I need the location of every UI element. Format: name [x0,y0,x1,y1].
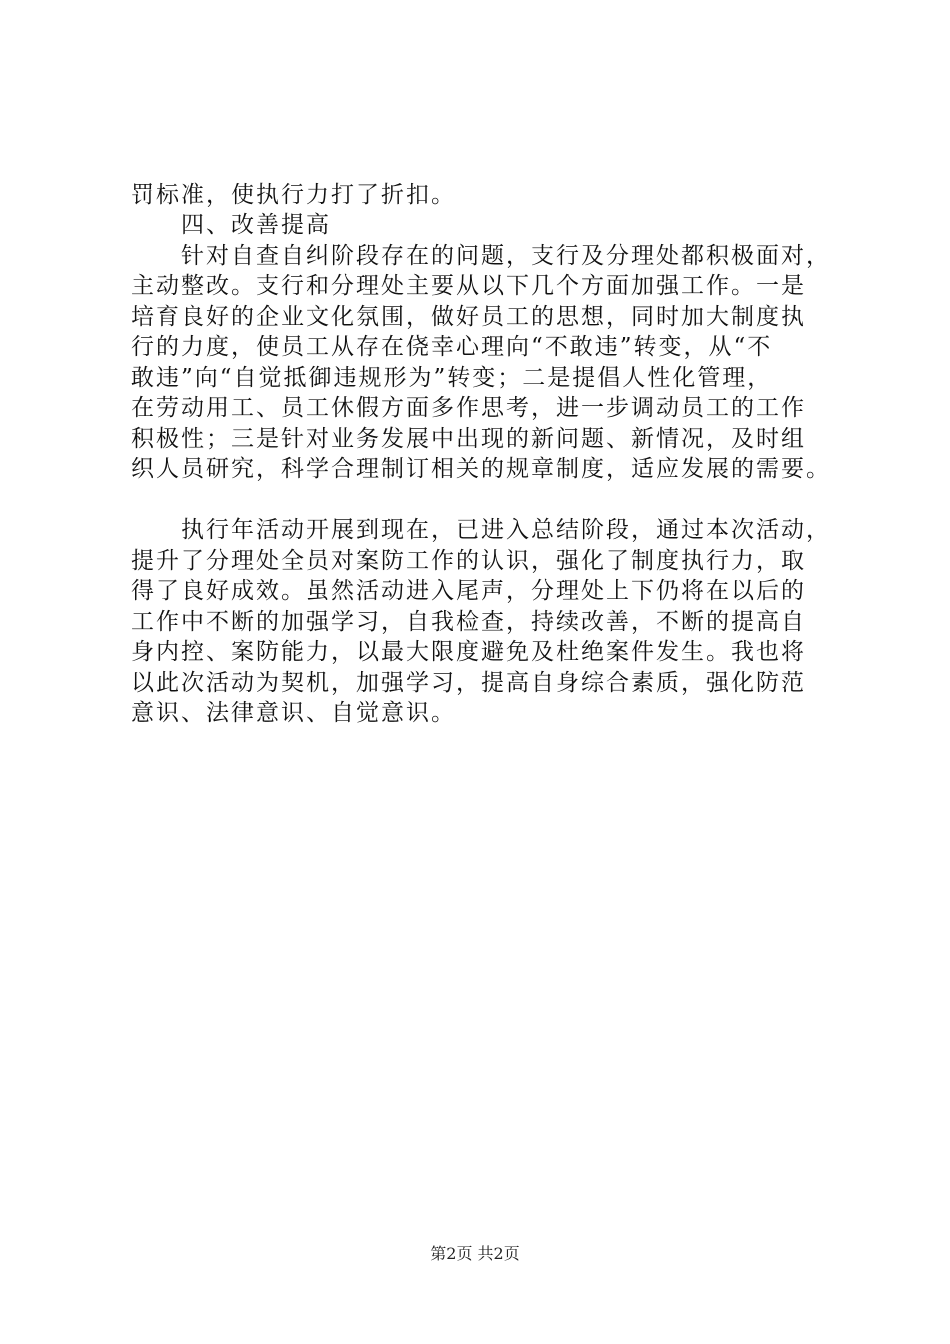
body-text-line: 敢违”向“自觉抵御违规形为”转变；二是提倡人性化管理， [131,365,773,391]
page-footer: 第2页 共2页 [430,1244,520,1263]
body-text-line: 罚标准，使执行力打了折扣。 [131,182,456,208]
body-text-line: 主动整改。支行和分理处主要从以下几个方面加强工作。一是 [131,273,806,299]
body-text-line: 在劳动用工、员工休假方面多作思考，进一步调动员工的工作 [131,395,806,421]
body-text-line: 工作中不断的加强学习，自我检查，持续改善，不断的提高自 [131,609,806,635]
body-text-line: 积极性；三是针对业务发展中出现的新问题、新情况，及时组 [131,426,806,452]
body-text-line: 提升了分理处全员对案防工作的认识，强化了制度执行力，取 [131,548,806,574]
body-text-line: 身内控、案防能力，以最大限度避免及杜绝案件发生。我也将 [131,639,806,665]
body-text-line: 行的力度，使员工从存在侥幸心理向“不敢违”转变，从“不 [131,334,773,360]
body-text-line: 得了良好成效。虽然活动进入尾声，分理处上下仍将在以后的 [131,578,806,604]
body-text-line: 以此次活动为契机，加强学习，提高自身综合素质，强化防范 [131,670,806,696]
body-text-line: 培育良好的企业文化氛围，做好员工的思想，同时加大制度执 [131,304,806,330]
section-heading: 四、改善提高 [131,212,331,238]
body-text-line: 针对自查自纠阶段存在的问题，支行及分理处都积极面对， [131,243,831,269]
body-text-line: 意识、法律意识、自觉意识。 [131,700,456,726]
body-text-line: 执行年活动开展到现在，已进入总结阶段，通过本次活动， [131,517,831,543]
body-text-line: 织人员研究，科学合理制订相关的规章制度，适应发展的需要。 [131,456,831,482]
